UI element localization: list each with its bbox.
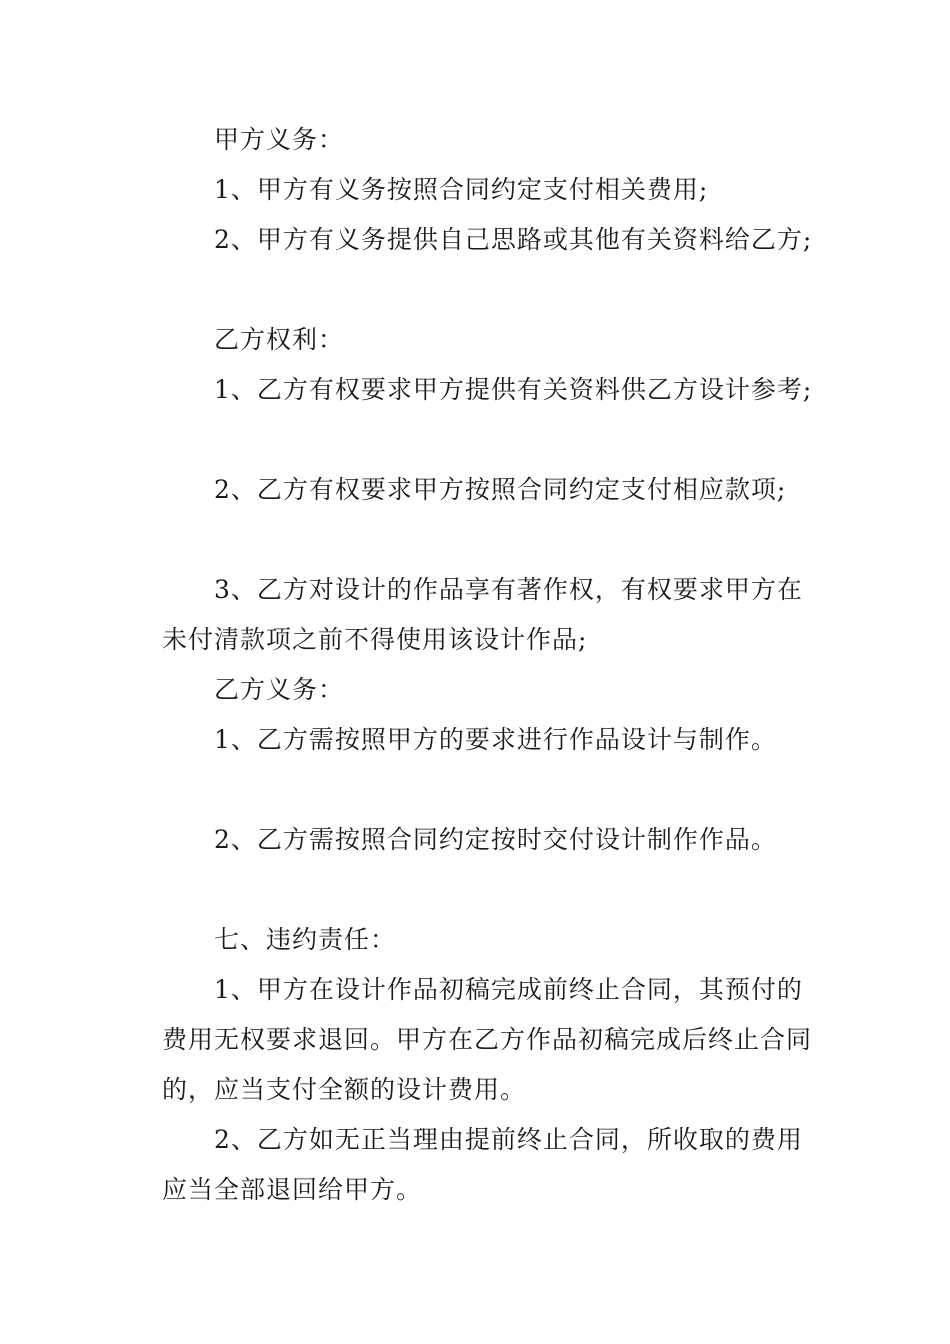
paragraph-line: 未付清款项之前不得使用该设计作品;	[162, 625, 588, 654]
paragraph-line: 的，应当支付全额的设计费用。	[162, 1075, 527, 1104]
paragraph-line: 2、乙方如无正当理由提前终止合同，所收取的费用	[214, 1125, 803, 1154]
section-heading-breach: 七、违约责任：	[214, 925, 397, 954]
section-heading-party-b-rights: 乙方权利：	[214, 325, 345, 354]
paragraph-line: 1、乙方需按照甲方的要求进行作品设计与制作。	[214, 725, 777, 754]
paragraph-line: 应当全部退回给甲方。	[162, 1175, 423, 1204]
paragraph-line: 1、甲方在设计作品初稿完成前终止合同，其预付的	[214, 975, 803, 1004]
paragraph-line: 费用无权要求退回。甲方在乙方作品初稿完成后终止合同	[162, 1025, 813, 1054]
section-heading-party-b-duties: 乙方义务：	[214, 675, 345, 704]
paragraph-line: 1、乙方有权要求甲方提供有关资料供乙方设计参考;	[214, 375, 813, 404]
paragraph-line: 2、甲方有义务提供自己思路或其他有关资料给乙方;	[214, 225, 813, 254]
paragraph-line: 2、乙方有权要求甲方按照合同约定支付相应款项;	[214, 475, 787, 504]
section-heading-party-a-duties: 甲方义务：	[214, 125, 345, 154]
paragraph-line: 2、乙方需按照合同约定按时交付设计制作作品。	[214, 825, 777, 854]
paragraph-line: 1、甲方有义务按照合同约定支付相关费用;	[214, 175, 709, 204]
paragraph-line: 3、乙方对设计的作品享有著作权，有权要求甲方在	[214, 575, 803, 604]
